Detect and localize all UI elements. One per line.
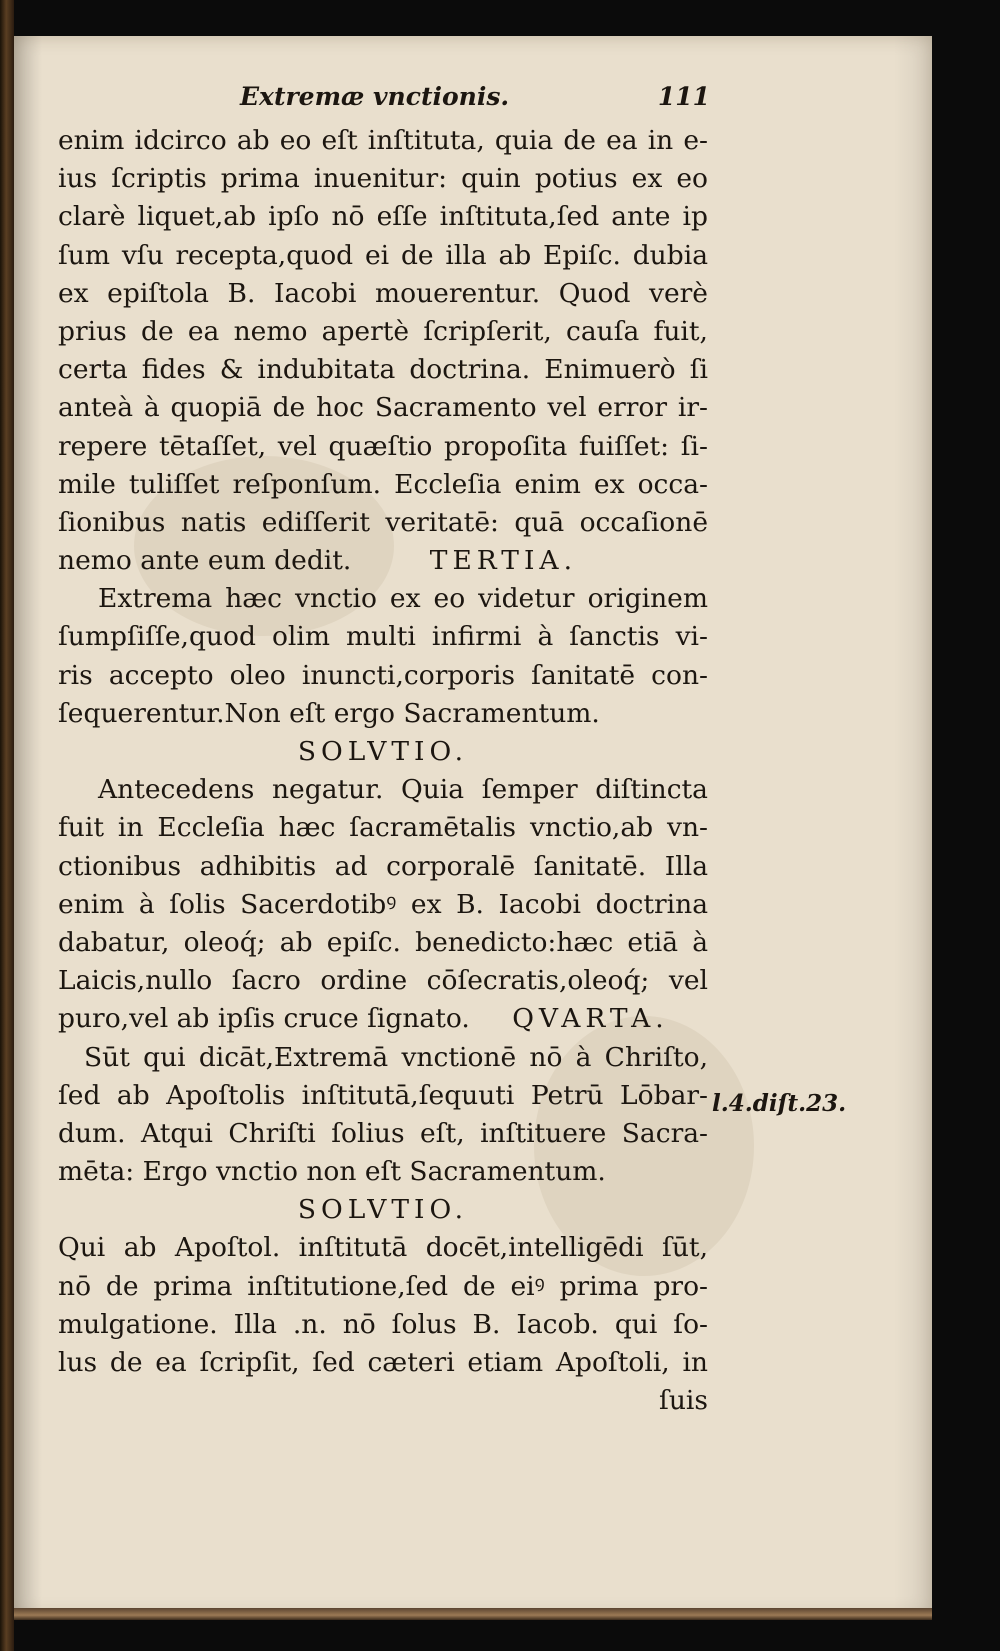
text-line: Antecedens negatur. Quia ſemper diſtincta (98, 774, 708, 806)
text-line: dum. Atqui Chriſti ſolius eſt, inſtituere Sacra- (58, 1117, 708, 1149)
text-line-with-heading (58, 542, 708, 580)
text-line: dabatur, oleoq́; ab epiſc. benedicto:hæc etiā à (58, 926, 708, 958)
text-line: Laicis,nullo ſacro ordine cōſecratis,oleoq́; vel (58, 965, 708, 997)
text-line: enim idcirco ab eo eſt inſtituta, quia de ea in e- (58, 125, 708, 156)
body-text (58, 122, 708, 1420)
text-line: ex epiſtola B. Iacobi mouerentur. Quod verè (58, 277, 708, 309)
text-line: mēta: Ergo vnctio non eſt Sacramentum. (58, 1156, 606, 1188)
page-number: 111 (657, 82, 710, 111)
text-line: nō de prima inſtitutione,ſed de eiꝰ prima pro- (58, 1270, 708, 1302)
text-line: Extrema hæc vnctio ex eo videtur originem (98, 583, 708, 615)
text-line: lus de ea ſcripſit, ſed cæteri etiam Apoſtoli, in (58, 1347, 708, 1378)
text-line-with-heading (58, 1000, 708, 1038)
catchword: ſuis (659, 1385, 708, 1417)
book-binding-edge (0, 0, 14, 1651)
text-line: ſionibus natis ediſſerit veritatē: quā occaſionē (58, 506, 708, 538)
section-heading-tertia: TERTIA. (429, 545, 577, 577)
text-line: fuit in Eccleſia hæc ſacramētalis vnctio,ab vn- (58, 812, 708, 844)
text-line: Sūt qui dicāt,Extremā vnctionē nō à Chriſto, (84, 1041, 708, 1073)
text-line: prius de ea nemo apertè ſcripſerit, cauſa fuit, (58, 315, 708, 347)
margin-note: l.4.diſt.23. (712, 1090, 847, 1117)
text-line: puro,vel ab ipſis cruce ſignato. (58, 1003, 470, 1035)
text-line: ctionibus adhibitis ad corporalē ſanitatē. Illa (58, 850, 708, 882)
section-heading-solutio: SOLVTIO. (297, 1194, 469, 1226)
text-line: ris accepto oleo inuncti,corporis ſanitatē con- (58, 659, 708, 691)
text-line: Qui ab Apoſtol. inſtitutā docēt,intelligēdi ſūt, (58, 1232, 708, 1264)
page-bottom-edge (14, 1608, 932, 1620)
text-line: certa fides & indubitata doctrina. Enimuerò ſi (58, 354, 708, 386)
text-line: ius ſcriptis prima inuenitur: quin potius ex eo (58, 163, 708, 195)
text-line: ſumpſiſſe,quod olim multi infirmi à ſanctis vi- (58, 621, 708, 653)
text-line: ſed ab Apoſtolis inſtitutā,ſequuti Petrū Lōbar- (58, 1079, 708, 1111)
text-line: enim à ſolis Sacerdotibꝰ ex B. Iacobi doctrina (58, 888, 708, 920)
text-line: clarè liquet,ab ipſo nō eſſe inſtituta,ſed ante ip (58, 201, 708, 233)
text-line: ſequerentur.Non eſt ergo Sacramentum. (58, 697, 600, 729)
running-head: Extremæ vnctionis. (240, 82, 510, 111)
section-heading-quarta: QVARTA. (512, 1003, 669, 1035)
text-line: ſum vſu recepta,quod ei de illa ab Epiſc. dubia (58, 239, 708, 271)
text-line: mulgatione. Illa .n. nō ſolus B. Iacob. qui ſo- (58, 1308, 708, 1340)
section-heading-solutio: SOLVTIO. (297, 736, 469, 767)
text-line: mile tuliſſet reſponſum. Eccleſia enim ex occa- (58, 468, 708, 500)
text-line: anteà à quopiā de hoc Sacramento vel error ir- (58, 392, 708, 424)
text-line: nemo ante eum dedit. (58, 545, 352, 577)
page-header (230, 82, 710, 116)
text-line: repere tētaſſet, vel quæſtio propoſita fuiſſet: ſi- (58, 430, 708, 462)
